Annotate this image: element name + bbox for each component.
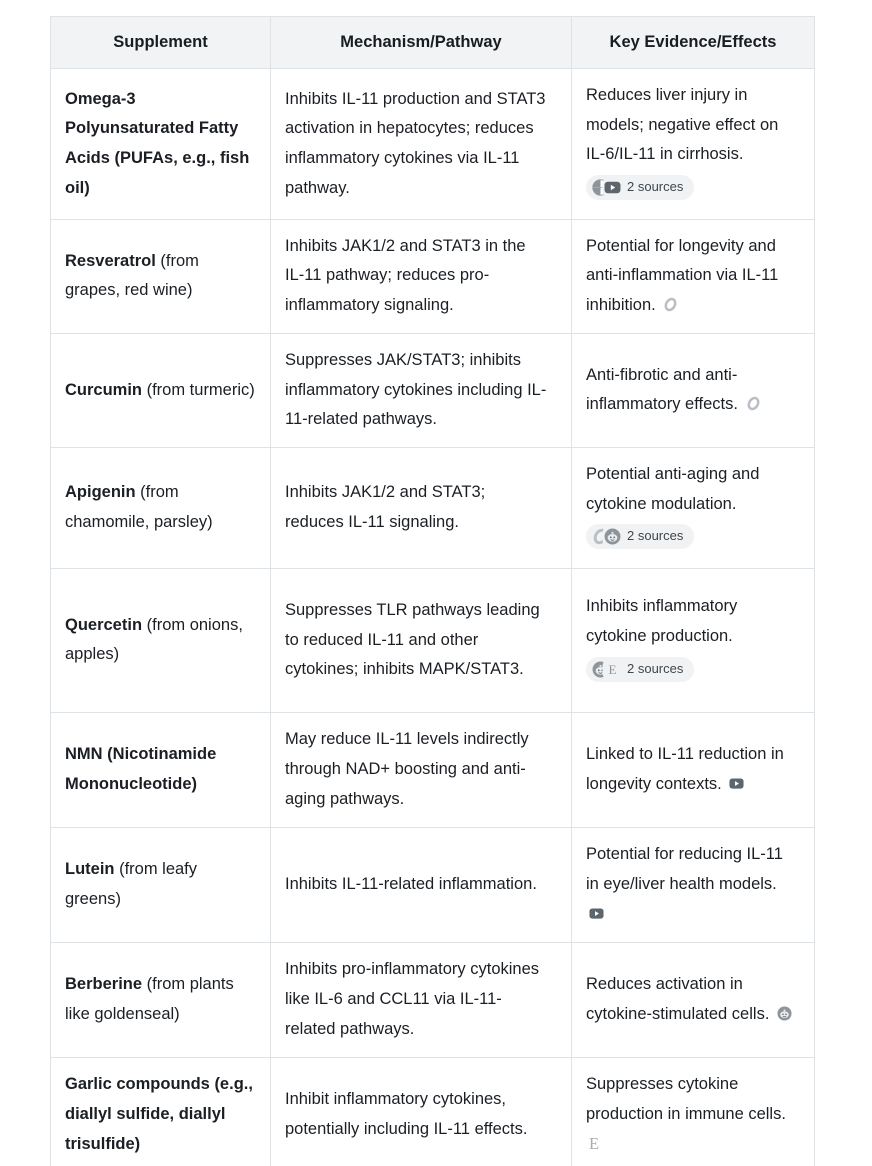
- supplement-note: (from chamomile, parsley): [65, 483, 213, 531]
- evidence-text: Reduces activation in cytokine-stimulated cells.: [586, 975, 770, 1023]
- evidence-text: Potential for longevity and anti-inflammation via IL-11 inhibition.: [586, 236, 779, 315]
- supplement-note: (from leafy greens): [65, 860, 198, 908]
- mechanism-text: Inhibits IL-11-related inflammation.: [285, 875, 537, 894]
- supplement-name: Curcumin: [65, 380, 143, 399]
- evidence-cell: [572, 447, 815, 568]
- supplement-name: Garlic compounds (e.g., diallyl sulfide, diallyl trisulfide): [65, 1075, 253, 1153]
- evidence-text: Inhibits inflammatory cytokine production.: [586, 597, 738, 646]
- supplement-cell: [51, 219, 271, 333]
- supplement-note: (from onions, apples): [65, 615, 243, 664]
- supplement-name: Resveratrol: [65, 251, 156, 270]
- mechanism-text: Suppresses TLR pathways leading to reduced IL-11 and other cytokines; inhibits MAPK/STAT3.: [285, 600, 540, 679]
- table-row: [51, 69, 815, 220]
- sources-count-label: 2 sources: [627, 528, 684, 544]
- header-row: [51, 17, 815, 69]
- supplement-cell: [51, 712, 271, 827]
- mechanism-cell: [271, 333, 572, 447]
- evidence-text: Reduces liver injury in models; negative effect on IL-6/IL-11 in cirrhosis.: [586, 86, 779, 164]
- mechanism-cell: [271, 447, 572, 568]
- table-header: [51, 17, 815, 69]
- evidence-cell: [572, 568, 815, 712]
- video-play-favicon-icon[interactable]: [604, 179, 621, 196]
- supplement-cell: [51, 447, 271, 568]
- supplement-cell: [51, 942, 271, 1057]
- mechanism-text: Suppresses JAK/STAT3; inhibits inflammatory cytokines including IL-11-related pathways.: [285, 350, 547, 429]
- supplements-table: [50, 16, 815, 1166]
- mechanism-cell: [271, 712, 572, 827]
- evidence-cell: [572, 219, 815, 333]
- mechanism-text: May reduce IL-11 levels indirectly through NAD+ boosting and anti-aging pathways.: [285, 730, 529, 808]
- sources-count-label: 2 sources: [627, 660, 684, 676]
- table-row: [51, 942, 815, 1057]
- supplement-cell: [51, 827, 271, 942]
- sources-count-label: 2 sources: [627, 179, 684, 195]
- sources-badge[interactable]: [586, 657, 694, 682]
- table-row: [51, 712, 815, 827]
- table-row: [51, 568, 815, 712]
- supplement-cell: [51, 333, 271, 447]
- mechanism-cell: [271, 568, 572, 712]
- supplement-name: Lutein: [65, 860, 115, 879]
- col-header-mechanism: Mechanism/Pathway: [271, 17, 572, 69]
- ring-logo-favicon-icon[interactable]: [746, 396, 761, 411]
- mechanism-text: Inhibits pro-inflammatory cytokines like IL-6 and CCL11 via IL-11-related pathways.: [285, 960, 540, 1038]
- ring-logo-favicon-icon[interactable]: [663, 297, 678, 312]
- supplement-name: NMN (Nicotinamide Mononucleotide): [65, 745, 217, 793]
- video-play-favicon-icon[interactable]: [589, 906, 604, 921]
- evidence-cell: [572, 827, 815, 942]
- mechanism-cell: [271, 1057, 572, 1166]
- evidence-text: Suppresses cytokine production in immune cells.: [586, 1075, 786, 1124]
- supplement-note: (from grapes, red wine): [65, 251, 199, 300]
- supplement-cell: [51, 1057, 271, 1166]
- sources-badge[interactable]: [586, 175, 694, 200]
- source-favicons: [592, 179, 621, 196]
- mechanism-cell: [271, 219, 572, 333]
- evidence-text: Linked to IL-11 reduction in longevity contexts.: [586, 745, 784, 793]
- supplement-name: Berberine: [65, 975, 143, 994]
- supplement-name: Apigenin: [65, 483, 136, 502]
- table-row: [51, 1057, 815, 1166]
- evidence-text: Anti-fibrotic and anti-inflammatory effects.: [586, 365, 738, 414]
- mechanism-text: Inhibits JAK1/2 and STAT3 in the IL-11 pathway; reduces pro-inflammatory signaling.: [285, 236, 526, 315]
- serif-e-favicon-icon[interactable]: E: [604, 661, 621, 678]
- table-body: [51, 69, 815, 1166]
- video-play-favicon-icon[interactable]: [729, 776, 744, 791]
- supplement-cell: [51, 568, 271, 712]
- source-favicons: [592, 661, 621, 678]
- supplement-note: (from turmeric): [142, 380, 255, 399]
- evidence-text: Potential for reducing IL-11 in eye/liver health models.: [586, 845, 783, 894]
- mechanism-cell: [271, 942, 572, 1057]
- mechanism-text: Inhibit inflammatory cytokines, potentially including IL-11 effects.: [285, 1090, 528, 1138]
- table-row: [51, 219, 815, 333]
- table-row: [51, 447, 815, 568]
- col-header-evidence: Key Evidence/Effects: [572, 17, 815, 69]
- source-favicons: [592, 528, 621, 545]
- supplement-cell: [51, 69, 271, 220]
- mechanism-text: Inhibits JAK1/2 and STAT3; reduces IL-11 signaling.: [285, 483, 486, 531]
- evidence-cell: [572, 69, 815, 220]
- evidence-text: Potential anti-aging and cytokine modulation.: [586, 464, 760, 513]
- evidence-cell: [572, 712, 815, 827]
- evidence-cell: [572, 1057, 815, 1166]
- sources-badge-row: [586, 657, 798, 689]
- sources-badge[interactable]: [586, 524, 694, 549]
- supplement-name: Omega-3 Polyunsaturated Fatty Acids (PUFAs, e.g., fish oil): [65, 89, 250, 197]
- face-favicon-icon[interactable]: [777, 1006, 792, 1021]
- table-row: [51, 827, 815, 942]
- col-header-supplement: Supplement: [51, 17, 271, 69]
- sources-badge-row: [586, 175, 798, 207]
- face-favicon-icon[interactable]: [604, 528, 621, 545]
- supplement-name: Quercetin: [65, 615, 143, 634]
- evidence-cell: [572, 942, 815, 1057]
- mechanism-cell: [271, 69, 572, 220]
- sources-badge-row: [586, 524, 798, 556]
- evidence-cell: [572, 333, 815, 447]
- serif-e-favicon-icon[interactable]: E: [589, 1133, 600, 1153]
- mechanism-cell: [271, 827, 572, 942]
- supplement-note: (from plants like goldenseal): [65, 975, 234, 1023]
- table-row: [51, 333, 815, 447]
- mechanism-text: Inhibits IL-11 production and STAT3 activation in hepatocytes; reduces inflammatory cytokines via IL-11 pathway.: [285, 89, 546, 197]
